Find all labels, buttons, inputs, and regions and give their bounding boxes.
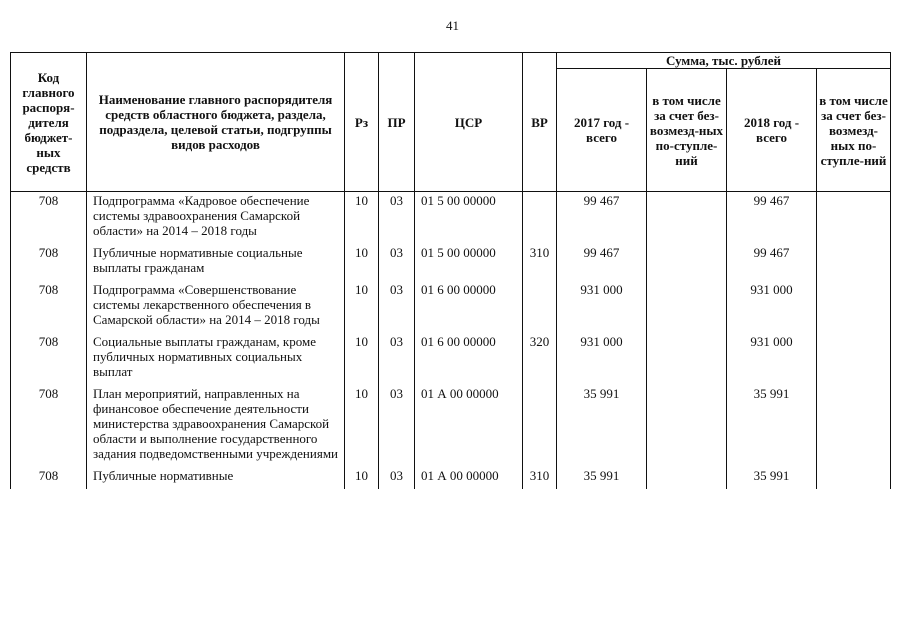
cell-2018-total: 931 000 (727, 333, 817, 385)
cell-code: 708 (11, 281, 87, 333)
cell-2018-gratuitous (817, 281, 891, 333)
header-vr: ВР (523, 53, 557, 192)
cell-2017-gratuitous (647, 281, 727, 333)
header-2018-total: 2018 год - всего (727, 69, 817, 192)
header-rz: Рз (345, 53, 379, 192)
header-name: Наименование главного распорядителя средств областного бюджета, раздела, подраздела, целевой статьи, подгруппы видов расходов (87, 53, 345, 192)
cell-2018-gratuitous (817, 244, 891, 281)
cell-2018-total: 931 000 (727, 281, 817, 333)
table-row (11, 192, 891, 245)
cell-2018-total: 99 467 (727, 192, 817, 245)
cell-pr: 03 (379, 192, 415, 245)
cell-2017-total: 35 991 (557, 385, 647, 467)
cell-pr: 03 (379, 244, 415, 281)
table-row (11, 281, 891, 333)
cell-pr: 03 (379, 333, 415, 385)
cell-2017-gratuitous (647, 333, 727, 385)
cell-rz: 10 (345, 192, 379, 245)
cell-2018-gratuitous (817, 467, 891, 489)
cell-rz: 10 (345, 333, 379, 385)
cell-pr: 03 (379, 281, 415, 333)
cell-rz: 10 (345, 467, 379, 489)
table-row (11, 385, 891, 467)
header-2018-gratuitous: в том числе за счет без-возмезд-ных по-ступле-ний (817, 69, 891, 192)
cell-name: Публичные нормативные социальные выплаты гражданам (87, 244, 345, 281)
cell-2018-total: 35 991 (727, 467, 817, 489)
cell-2017-gratuitous (647, 467, 727, 489)
cell-2017-gratuitous (647, 244, 727, 281)
cell-rz: 10 (345, 281, 379, 333)
cell-2017-gratuitous (647, 192, 727, 245)
cell-2017-total: 99 467 (557, 244, 647, 281)
cell-name: Подпрограмма «Кадровое обеспечение системы здравоохранения Самарской области» на 2014 – 2018 годы (87, 192, 345, 245)
cell-2017-total: 931 000 (557, 281, 647, 333)
table-row (11, 244, 891, 281)
table-row (11, 467, 891, 489)
cell-name: Публичные нормативные (87, 467, 345, 489)
cell-csr: 01 А 00 00000 (415, 385, 523, 467)
cell-2017-total: 35 991 (557, 467, 647, 489)
cell-csr: 01 6 00 00000 (415, 333, 523, 385)
cell-pr: 03 (379, 467, 415, 489)
cell-rz: 10 (345, 244, 379, 281)
cell-vr: 320 (523, 333, 557, 385)
cell-2018-gratuitous (817, 333, 891, 385)
cell-2018-total: 35 991 (727, 385, 817, 467)
budget-table (10, 52, 891, 489)
cell-csr: 01 5 00 00000 (415, 244, 523, 281)
page-number: 41 (446, 18, 459, 33)
cell-csr: 01 А 00 00000 (415, 467, 523, 489)
cell-2017-gratuitous (647, 385, 727, 467)
cell-2018-gratuitous (817, 385, 891, 467)
cell-name: Подпрограмма «Совершенствование системы лекарственного обеспечения в Самарской области» на 2014 – 2018 годы (87, 281, 345, 333)
cell-code: 708 (11, 333, 87, 385)
cell-vr: 310 (523, 467, 557, 489)
cell-vr (523, 192, 557, 245)
header-sum-group: Сумма, тыс. рублей (557, 53, 891, 69)
cell-pr: 03 (379, 385, 415, 467)
cell-2018-gratuitous (817, 192, 891, 245)
cell-code: 708 (11, 192, 87, 245)
table-header (11, 53, 891, 192)
cell-vr (523, 385, 557, 467)
header-csr: ЦСР (415, 53, 523, 192)
cell-code: 708 (11, 385, 87, 467)
cell-vr (523, 281, 557, 333)
table-body (11, 192, 891, 490)
cell-code: 708 (11, 244, 87, 281)
header-2017-gratuitous: в том числе за счет без-возмезд-ных по-ступле-ний (647, 69, 727, 192)
table-row (11, 333, 891, 385)
cell-vr: 310 (523, 244, 557, 281)
cell-2018-total: 99 467 (727, 244, 817, 281)
cell-rz: 10 (345, 385, 379, 467)
cell-2017-total: 99 467 (557, 192, 647, 245)
cell-csr: 01 6 00 00000 (415, 281, 523, 333)
cell-code: 708 (11, 467, 87, 489)
header-code: Код главного распоря-дителя бюджет-ных средств (11, 53, 87, 192)
cell-csr: 01 5 00 00000 (415, 192, 523, 245)
cell-2017-total: 931 000 (557, 333, 647, 385)
cell-name: План мероприятий, направленных на финансовое обеспечение деятельности министерства здравоохранения Самарской области и выполнение государственного задания подведомственными учреждениями (87, 385, 345, 467)
header-pr: ПР (379, 53, 415, 192)
cell-name: Социальные выплаты гражданам, кроме публичных нормативных социальных выплат (87, 333, 345, 385)
header-2017-total: 2017 год - всего (557, 69, 647, 192)
